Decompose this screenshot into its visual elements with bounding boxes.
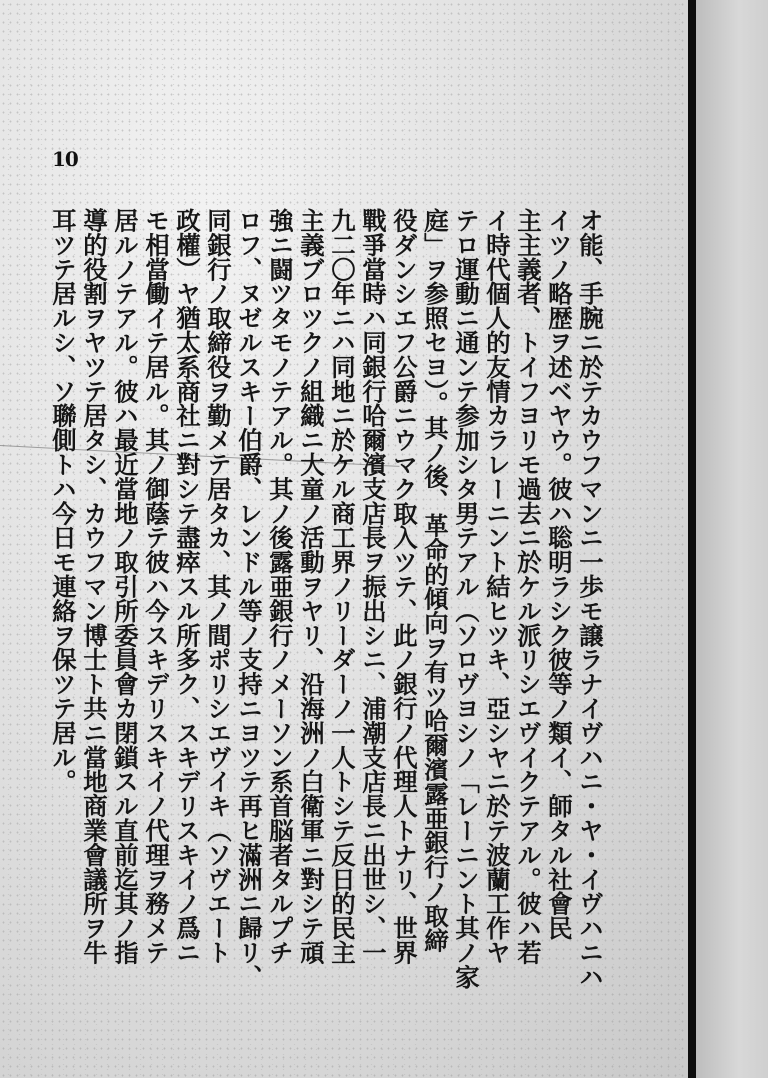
text-column-13: 同銀行ノ取締役ヲ勤メテ居タカ、其ノ間ポリシエヴイキ（ソヴエート [203,208,232,965]
text-column-1: オ能、手腕ニ於テカウフマンニ一歩モ譲ラナイヴハニ・ヤ・イヴハニハ [575,208,604,989]
text-column-15: モ相當働イテ居ル。其ノ御蔭テ彼ハ今スキデリスキイノ代理ヲ務メテ [141,208,170,965]
adjacent-page-edge [696,0,768,1078]
text-column-9: 九二〇年ニハ同地ニ於ケル商工界ノリーダーノ一人トシテ反日的民主 [327,208,356,965]
text-column-2: イツノ略歴ヲ述ベヤウ。彼ハ聡明ラシク彼等ノ類イ、師タル社會民 [544,208,573,940]
text-column-5: テロ運動ニ通ンテ参加シタ男テアル（ソロヴヨシノ「レーニント其ノ家 [451,208,480,989]
text-column-10: 主義ブロツクノ組織ニ大童ノ活動ヲヤリ、沿海洲ノ白衛軍ニ對シテ頑 [296,208,325,965]
text-column-16: 居ルノテアル。彼ハ最近當地ノ取引所委員會カ閉鎖スル直前迄其ノ指 [110,208,139,965]
text-column-12: ロフ、ヌゼルスキー伯爵、レンドル等ノ支持ニヨツテ再ヒ滿洲ニ歸リ、 [234,208,263,989]
text-column-4: イ時代個人的友情カラレーニント結ヒツキ、亞シヤニ於テ波蘭工作ヤ [482,208,511,965]
text-column-6: 庭」ヲ参照セヨ）。其ノ後、革命的傾向ヲ有ツ哈爾濱露亜銀行ノ取締 [420,208,449,953]
page-number: 10 [52,147,78,171]
text-column-7: 役ダンシエフ公爵ニウマク取入ツテ、此ノ銀行ノ代理人トナリ、世界 [389,208,418,965]
text-column-8: 戰爭當時ハ同銀行哈爾濱支店長ヲ振出シニ、浦潮支店長ニ出世シ、一 [358,208,387,965]
text-column-17: 導的役割ヲヤツテ居タシ、カウフマン博士ト共ニ當地商業會議所ヲ牛 [79,208,108,965]
text-column-3: 主主義者、トイフヨリモ過去ニ於ケル派リシエヴイクテアル。彼ハ若 [513,208,542,965]
book-spine-shadow [688,0,696,1078]
text-column-11: 強ニ闘ツタモノテアル。其ノ後露亜銀行ノメーソン系首脳者タルプチ [265,208,294,965]
text-column-14: 政權）ヤ猶太系商社ニ對シテ盡瘁スル所多ク、スキデリスキイノ爲ニ [172,208,201,965]
text-column-18: 耳ツテ居ルシ、ソ聯側トハ今日モ連絡ヲ保ツテ居ル。 [48,208,77,794]
